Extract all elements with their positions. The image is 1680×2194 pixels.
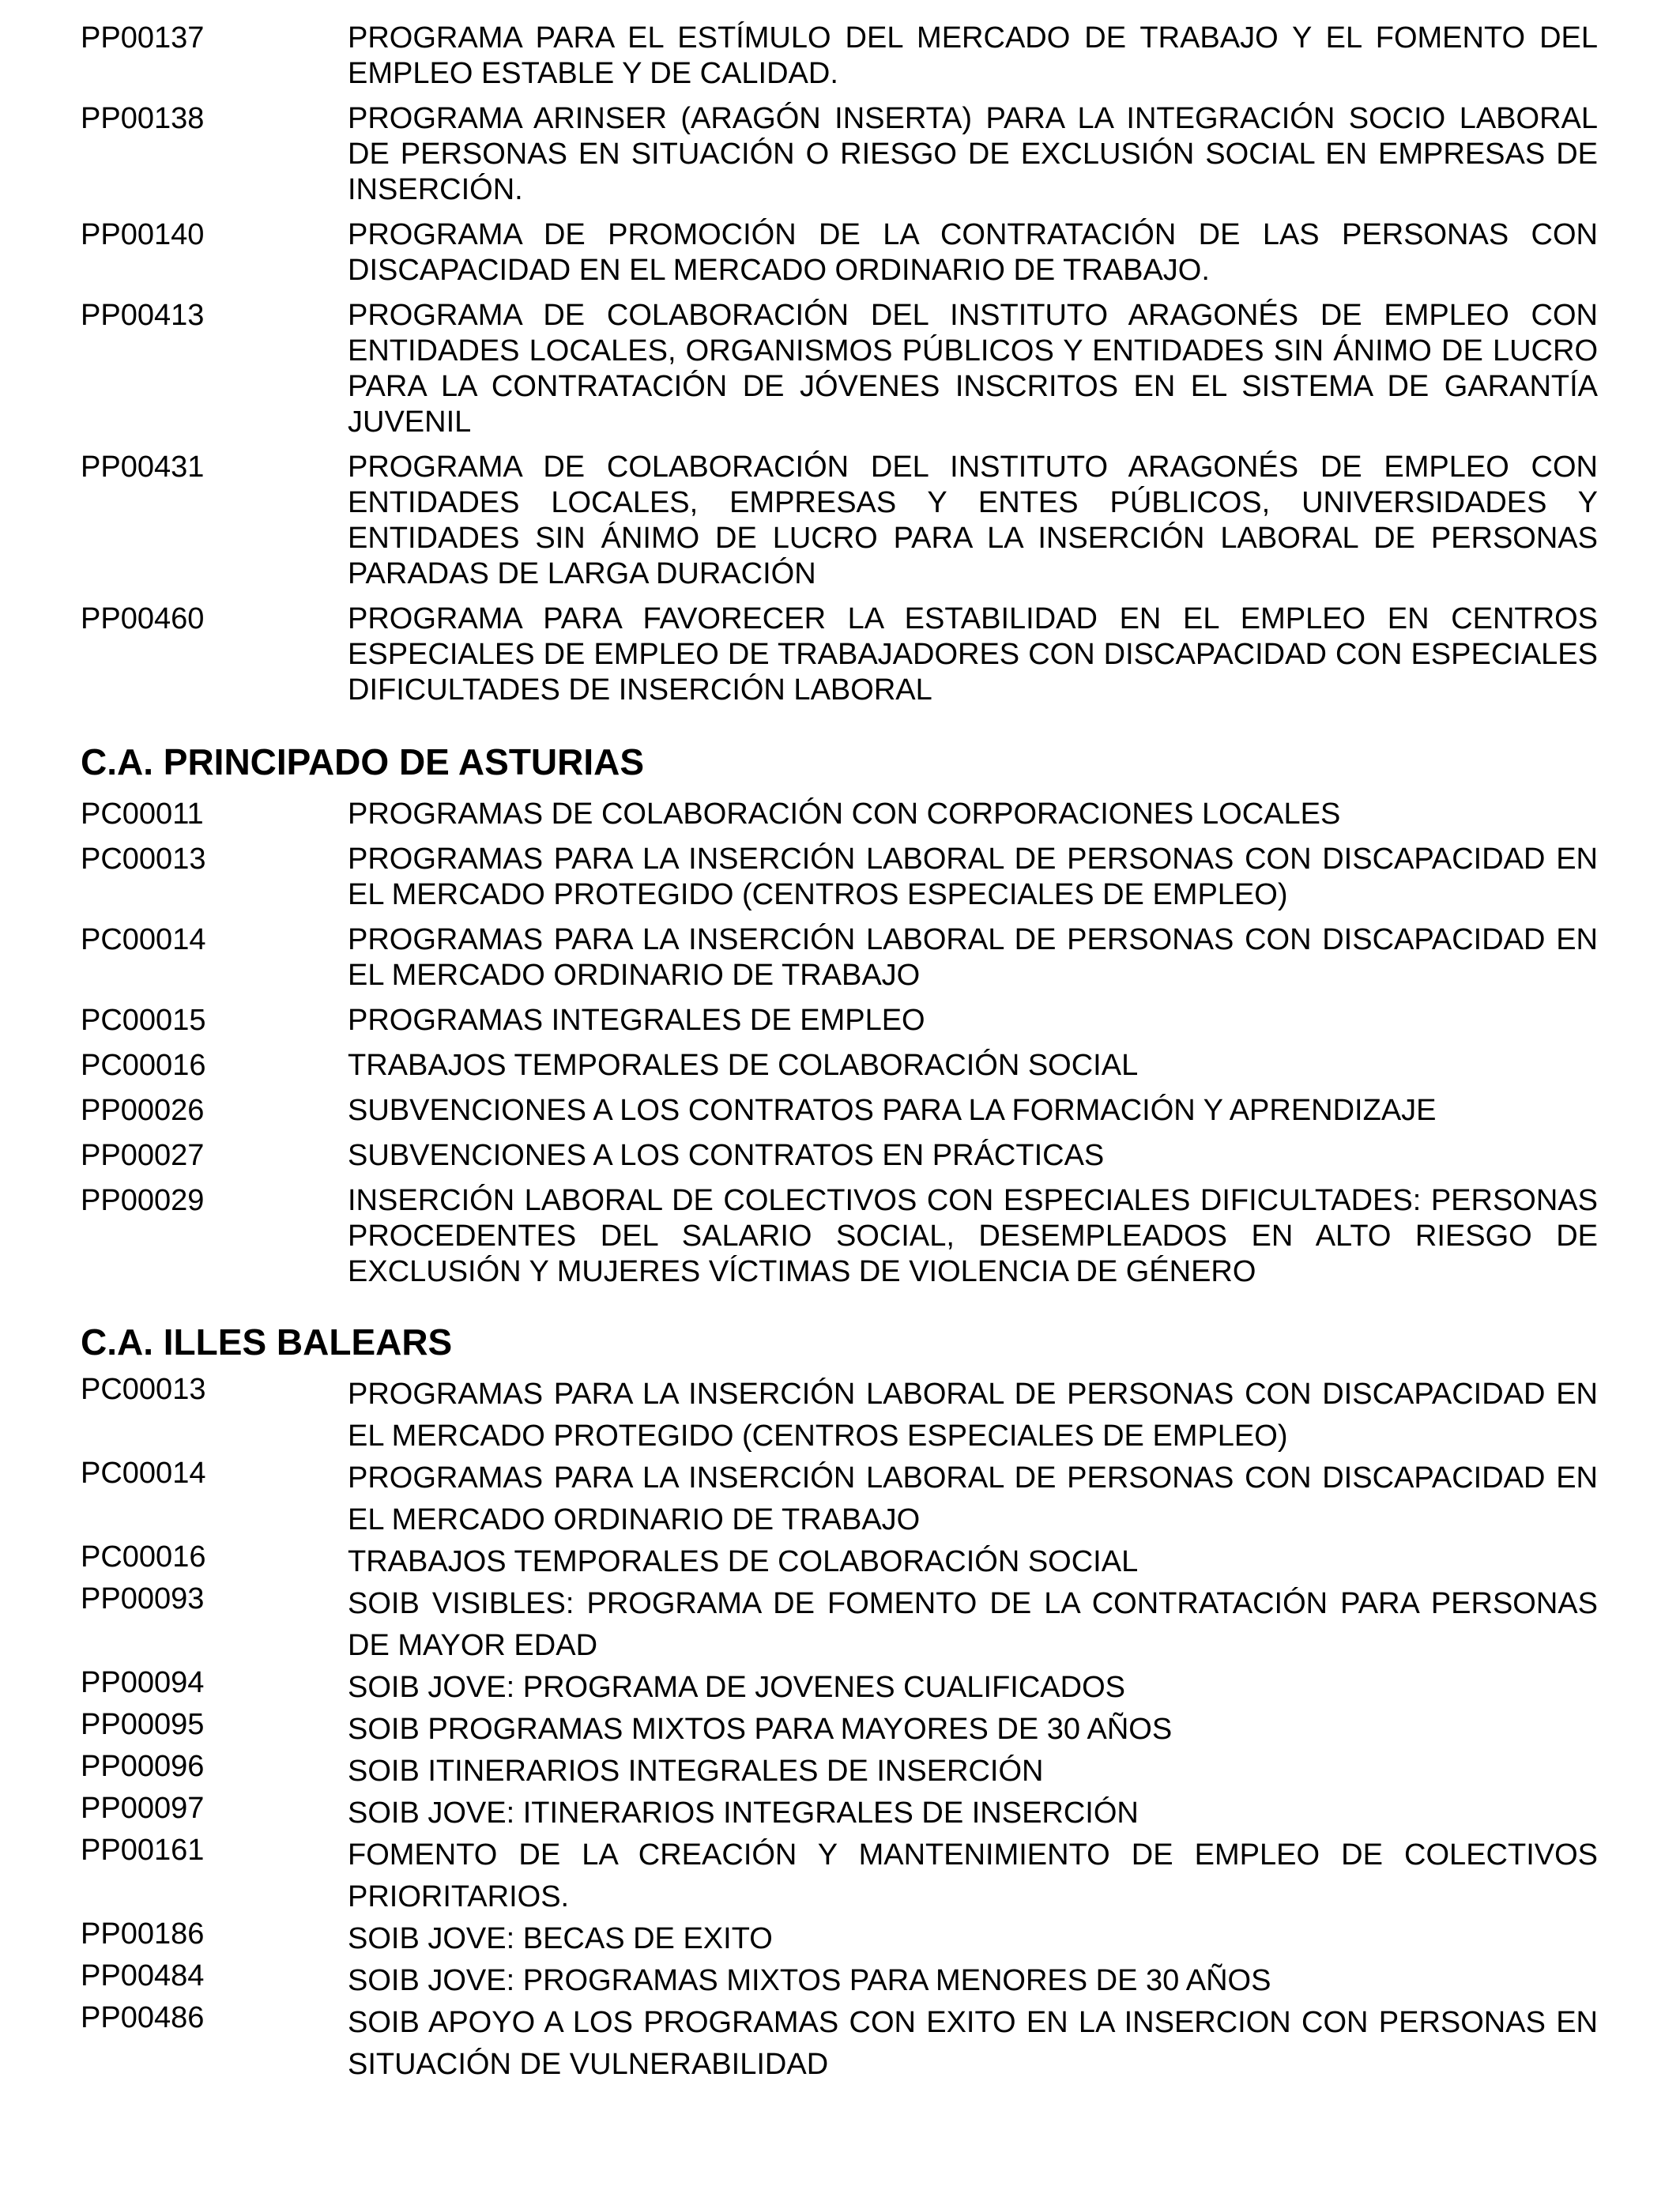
program-code: PP00140 [81, 218, 205, 251]
program-description: SOIB JOVE: ITINERARIOS INTEGRALES DE INSERCIÓN [348, 1796, 1139, 1830]
program-description: PROGRAMAS PARA LA INSERCIÓN LABORAL DE PERSONAS CON DISCAPACIDAD EN EL MERCADO PROTEGIDO (CENTROS ESPECIALES DE EMPLEO) [348, 843, 1598, 911]
program-code: PC00016 [81, 1049, 206, 1082]
program-code: PC00014 [81, 923, 206, 956]
document-page [81, 21, 1598, 2086]
program-description: TRABAJOS TEMPORALES DE COLABORACIÓN SOCIAL [348, 1049, 1139, 1082]
program-row [81, 298, 1598, 440]
program-row [81, 1374, 1598, 1457]
program-code: PP00484 [81, 1959, 205, 1992]
program-code: PP00161 [81, 1834, 205, 1867]
program-description: PROGRAMA DE PROMOCIÓN DE LA CONTRATACIÓN DE LAS PERSONAS CON DISCAPACIDAD EN EL MERCADO ORDINARIO DE TRABAJO. [348, 218, 1598, 287]
program-description: SUBVENCIONES A LOS CONTRATOS PARA LA FORMACIÓN Y APRENDIZAJE [348, 1094, 1437, 1127]
asturias-program-list [81, 797, 1598, 1290]
program-description: PROGRAMA DE COLABORACIÓN DEL INSTITUTO ARAGONÉS DE EMPLEO CON ENTIDADES LOCALES, ORGANISMOS PÚBLICOS Y ENTIDADES SIN ÁNIMO DE LUCRO PARA LA CONTRATACIÓN DE JÓVENES INSCRITOS EN EL SISTEMA DE GARANTÍA JUVENIL [348, 299, 1598, 439]
program-row [81, 217, 1598, 288]
program-row [81, 1918, 1598, 1960]
program-description: PROGRAMAS DE COLABORACIÓN CON CORPORACIONES LOCALES [348, 797, 1341, 831]
program-description: SOIB JOVE: BECAS DE EXITO [348, 1922, 773, 1955]
baleares-program-list [81, 1374, 1598, 2086]
program-row [81, 1960, 1598, 2002]
program-row [81, 101, 1598, 208]
program-description: PROGRAMA DE COLABORACIÓN DEL INSTITUTO ARAGONÉS DE EMPLEO CON ENTIDADES LOCALES, EMPRESAS Y ENTES PÚBLICOS, UNIVERSIDADES Y ENTIDADES SIN ÁNIMO DE LUCRO PARA LA INSERCIÓN LABORAL DE PERSONAS PARADAS DE LARGA DURACIÓN [348, 450, 1598, 590]
program-code: PP00093 [81, 1582, 205, 1615]
program-description: SOIB ITINERARIOS INTEGRALES DE INSERCIÓN [348, 1755, 1044, 1788]
program-description: PROGRAMA PARA FAVORECER LA ESTABILIDAD EN EL EMPLEO EN CENTROS ESPECIALES DE EMPLEO DE TRABAJADORES CON DISCAPACIDAD CON ESPECIALES DIFICULTADES DE INSERCIÓN LABORAL [348, 602, 1598, 707]
program-row [81, 2002, 1598, 2086]
program-code: PP00186 [81, 1917, 205, 1951]
section-heading-asturias: C.A. PRINCIPADO DE ASTURIAS [81, 741, 645, 782]
program-code: PP00029 [81, 1184, 205, 1217]
program-row [81, 450, 1598, 592]
program-description: PROGRAMA PARA EL ESTÍMULO DEL MERCADO DE TRABAJO Y EL FOMENTO DEL EMPLEO ESTABLE Y DE CALIDAD. [348, 21, 1598, 90]
program-code: PC00015 [81, 1004, 206, 1037]
program-code: PP00431 [81, 450, 205, 484]
program-description: SOIB APOYO A LOS PROGRAMAS CON EXITO EN LA INSERCION CON PERSONAS EN SITUACIÓN DE VULNERABILIDAD [348, 2006, 1598, 2081]
program-code: PC00014 [81, 1457, 206, 1490]
program-description: PROGRAMAS PARA LA INSERCIÓN LABORAL DE PERSONAS CON DISCAPACIDAD EN EL MERCADO ORDINARIO DE TRABAJO [348, 923, 1598, 992]
program-row [81, 1541, 1598, 1583]
program-row [81, 922, 1598, 993]
program-description: PROGRAMAS PARA LA INSERCIÓN LABORAL DE PERSONAS CON DISCAPACIDAD EN EL MERCADO PROTEGIDO (CENTROS ESPECIALES DE EMPLEO) [348, 1378, 1598, 1453]
program-code: PC00016 [81, 1540, 206, 1574]
program-code: PC00013 [81, 1373, 206, 1406]
program-row [81, 1183, 1598, 1290]
program-row [81, 1003, 1598, 1039]
aragon-program-list [81, 21, 1598, 708]
program-row [81, 1709, 1598, 1751]
program-code: PP00460 [81, 602, 205, 635]
program-code: PC00013 [81, 843, 206, 876]
program-code: PP00094 [81, 1666, 205, 1699]
program-code: PP00096 [81, 1750, 205, 1783]
program-row [81, 601, 1598, 708]
program-code: PC00011 [81, 797, 204, 831]
program-code: PP00413 [81, 299, 205, 332]
program-code: PP00027 [81, 1139, 205, 1172]
program-code: PP00486 [81, 2001, 205, 2034]
program-row [81, 1583, 1598, 1667]
program-description: SOIB JOVE: PROGRAMA DE JOVENES CUALIFICADOS [348, 1671, 1125, 1704]
program-code: PP00097 [81, 1792, 205, 1825]
section-heading-illes-balears: C.A. ILLES BALEARS [81, 1321, 453, 1363]
program-description: SOIB PROGRAMAS MIXTOS PARA MAYORES DE 30 AÑOS [348, 1713, 1173, 1746]
program-row [81, 1793, 1598, 1834]
program-description: INSERCIÓN LABORAL DE COLECTIVOS CON ESPECIALES DIFICULTADES: PERSONAS PROCEDENTES DEL SALARIO SOCIAL, DESEMPLEADOS EN ALTO RIESGO DE EXCLUSIÓN Y MUJERES VÍCTIMAS DE VIOLENCIA DE GÉNERO [348, 1184, 1598, 1288]
program-code: PP00095 [81, 1708, 205, 1741]
program-row [81, 1751, 1598, 1793]
program-code: PP00137 [81, 21, 205, 55]
program-code: PP00026 [81, 1094, 205, 1127]
program-row [81, 1457, 1598, 1541]
program-description: PROGRAMAS PARA LA INSERCIÓN LABORAL DE PERSONAS CON DISCAPACIDAD EN EL MERCADO ORDINARIO DE TRABAJO [348, 1461, 1598, 1536]
program-description: PROGRAMAS INTEGRALES DE EMPLEO [348, 1004, 925, 1037]
program-code: PP00138 [81, 102, 205, 135]
program-row [81, 21, 1598, 92]
program-row [81, 1048, 1598, 1084]
program-row [81, 842, 1598, 913]
program-row [81, 1093, 1598, 1129]
program-row [81, 1667, 1598, 1709]
program-row [81, 1834, 1598, 1918]
program-description: SOIB VISIBLES: PROGRAMA DE FOMENTO DE LA CONTRATACIÓN PARA PERSONAS DE MAYOR EDAD [348, 1587, 1598, 1662]
program-description: SOIB JOVE: PROGRAMAS MIXTOS PARA MENORES DE 30 AÑOS [348, 1964, 1271, 1997]
program-row [81, 797, 1598, 832]
program-description: PROGRAMA ARINSER (ARAGÓN INSERTA) PARA LA INTEGRACIÓN SOCIO LABORAL DE PERSONAS EN SITUACIÓN O RIESGO DE EXCLUSIÓN SOCIAL EN EMPRESAS DE INSERCIÓN. [348, 102, 1598, 206]
program-row [81, 1138, 1598, 1174]
program-description: TRABAJOS TEMPORALES DE COLABORACIÓN SOCIAL [348, 1545, 1139, 1578]
program-description: SUBVENCIONES A LOS CONTRATOS EN PRÁCTICAS [348, 1139, 1105, 1172]
program-description: FOMENTO DE LA CREACIÓN Y MANTENIMIENTO DE EMPLEO DE COLECTIVOS PRIORITARIOS. [348, 1838, 1598, 1913]
